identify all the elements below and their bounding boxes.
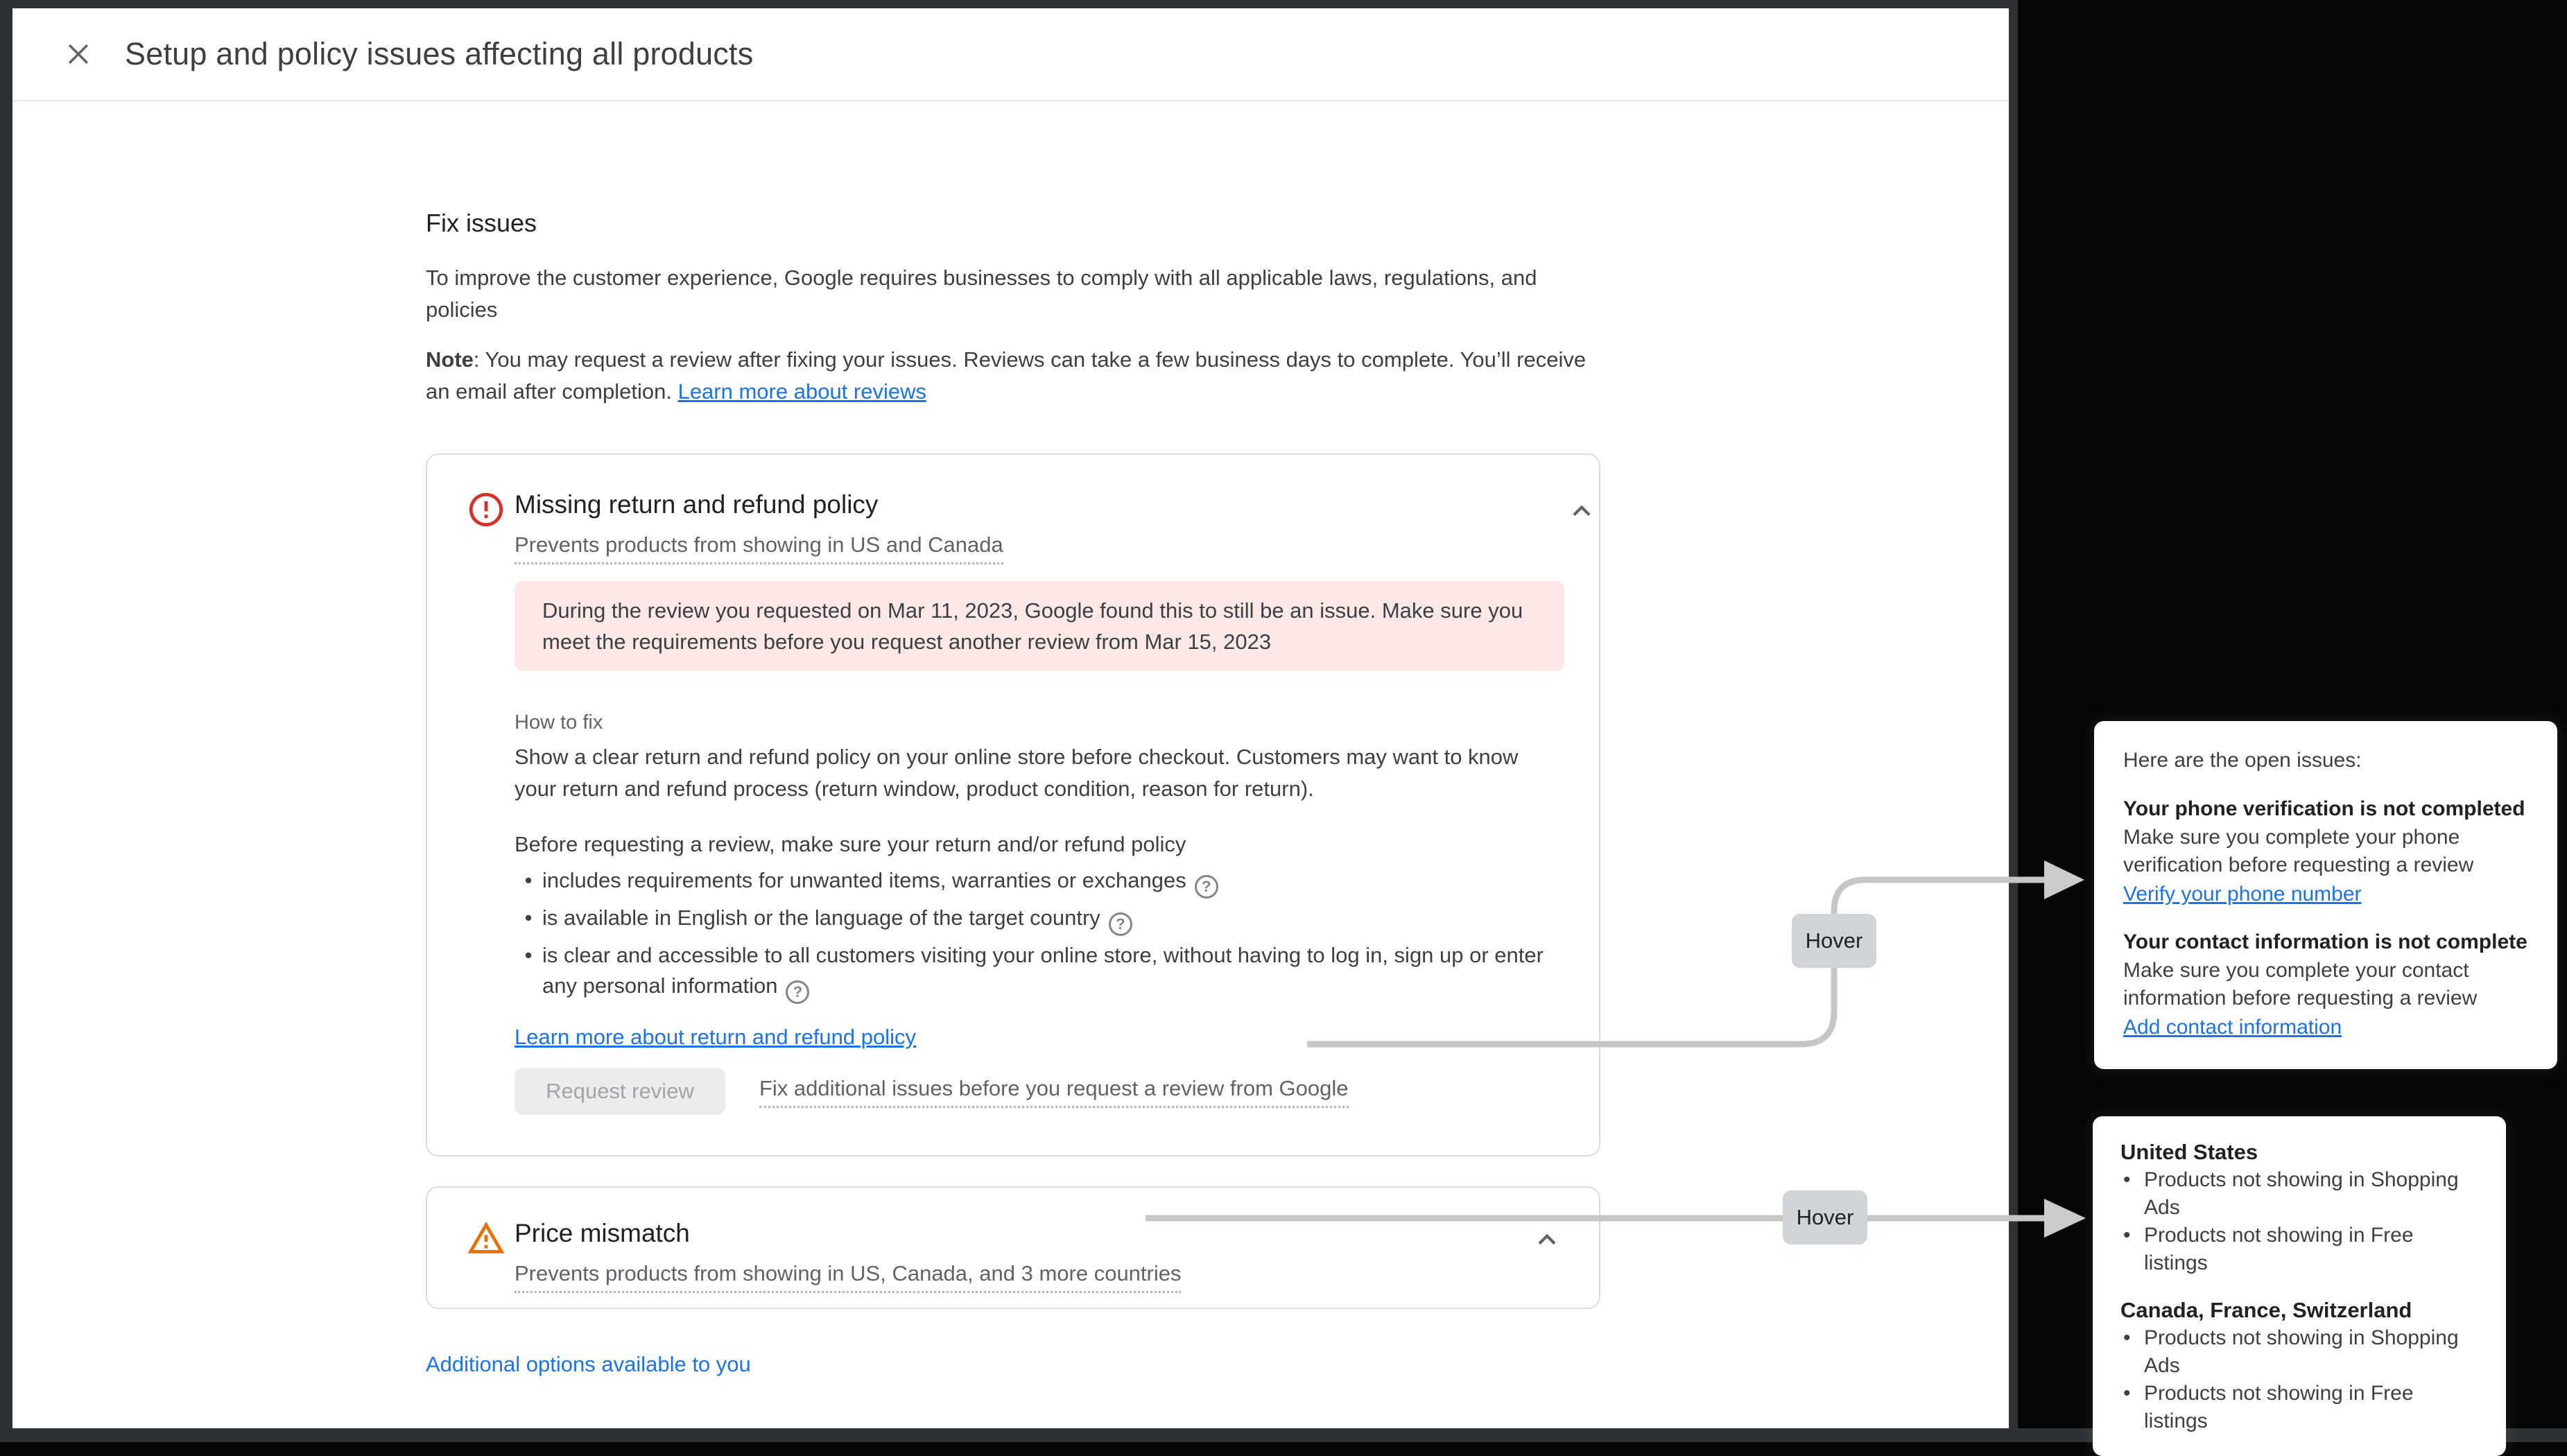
review-failed-alert: During the review you requested on Mar 11, 2023, Google found this to still be an issue. Make sure you meet the requirements before you request another review from Mar 15, 2023 [515, 581, 1564, 671]
issue1-header [466, 488, 1566, 1115]
fix-issues-heading: Fix issues [426, 209, 537, 237]
issue1-title-block [515, 488, 1564, 1115]
countries-tooltip [2093, 1116, 2506, 1456]
list-item: • Products not showing in Shopping Ads [2123, 1168, 2459, 1219]
tooltip1-item2-body: Make sure you complete your contact information before requesting a review [2123, 959, 2478, 1009]
help-icon[interactable]: ? [786, 980, 809, 1004]
note-paragraph [426, 344, 1600, 408]
close-button[interactable] [47, 23, 110, 85]
intro-paragraph: To improve the customer experience, Google requires businesses to comply with all applicable laws, regulations, and policies [426, 266, 1537, 322]
connector-arrowhead-1 [2044, 860, 2084, 899]
help-icon[interactable]: ? [1195, 875, 1218, 899]
checklist-item [515, 865, 1564, 899]
issue-card-return-refund-policy [426, 453, 1600, 1156]
note-label: Note [426, 347, 474, 372]
collapse-issue1-button[interactable] [1564, 492, 1599, 530]
list-item: • Products not showing in Free listings [2123, 1382, 2414, 1432]
add-contact-information-link[interactable]: Add contact information [2123, 1016, 2342, 1039]
checklist-intro: Before requesting a review, make sure your return and/or refund policy [515, 832, 1186, 856]
issue2-header [466, 1217, 1566, 1293]
checklist [515, 865, 1564, 1004]
note-text: : You may request a review after fixing your issues. Reviews can take a few business days to complete. You’ll receive an email after completion. [426, 347, 1587, 404]
list-item: • Products not showing in Free listings [2123, 1224, 2414, 1274]
dialog-title: Setup and policy issues affecting all products [125, 36, 754, 71]
hover-annotation-2: Hover [1783, 1190, 1867, 1245]
close-icon [63, 39, 94, 69]
connector-arrowhead-2 [2044, 1199, 2086, 1238]
chevron-up-icon [1530, 1222, 1564, 1257]
tooltip1-item1-heading: Your phone verification is not completed [2123, 797, 2525, 820]
country-group [2120, 1138, 2478, 1277]
error-icon [466, 489, 506, 530]
issue2-title-block [515, 1217, 1528, 1293]
open-issues-tooltip [2094, 721, 2557, 1069]
dialog-content [12, 208, 1600, 1378]
issue2-title: Price mismatch [515, 1219, 690, 1247]
request-review-button[interactable]: Request review [515, 1068, 725, 1115]
checklist-item [515, 940, 1564, 1004]
request-review-row [515, 1068, 1564, 1115]
issue2-subtitle-hover-target[interactable]: Prevents products from showing in US, Canada, and 3 more countries [515, 1260, 1181, 1293]
learn-more-return-refund-link[interactable]: Learn more about return and refund policy [515, 1025, 917, 1049]
hover-annotation-1: Hover [1792, 914, 1876, 968]
issue-card-price-mismatch [426, 1186, 1600, 1309]
bullet-icon: • [524, 905, 533, 930]
checklist-item [515, 903, 1564, 936]
tooltip1-item2-heading: Your contact information is not complete [2123, 930, 2527, 953]
checklist-item-text: includes requirements for unwanted items, warranties or exchanges ? [542, 865, 1218, 899]
checklist-item-text: is clear and accessible to all customers visiting your online store, without having to log in, sign up or enter any personal information ? [542, 940, 1564, 1004]
country-group [2120, 1297, 2478, 1435]
learn-more-reviews-link[interactable]: Learn more about reviews [677, 379, 926, 404]
setup-policy-dialog [12, 8, 2009, 1428]
additional-options-link[interactable]: Additional options available to you [426, 1352, 751, 1376]
dialog-header [12, 8, 2009, 101]
country-group2-heading: Canada, France, Switzerland [2120, 1298, 2412, 1322]
tooltip1-intro: Here are the open issues: [2123, 749, 2362, 772]
checklist-item-text: is available in English or the language of the target country ? [542, 903, 1132, 936]
bullet-icon: • [524, 943, 533, 967]
fix-additional-issues-hover-target[interactable]: Fix additional issues before you request a review from Google [759, 1075, 1349, 1108]
warning-icon [466, 1218, 506, 1258]
bullet-icon: • [524, 868, 533, 892]
verify-phone-number-link[interactable]: Verify your phone number [2123, 883, 2362, 905]
list-item: • Products not showing in Shopping Ads [2123, 1326, 2459, 1377]
chevron-up-icon [1564, 494, 1599, 528]
country-group1-list [2120, 1166, 2478, 1277]
tooltip1-item1-body: Make sure you complete your phone verification before requesting a review [2123, 826, 2474, 876]
how-to-fix-label: How to fix [515, 711, 603, 734]
collapse-issue2-button[interactable] [1528, 1221, 1566, 1258]
issue1-title: Missing return and refund policy [515, 490, 879, 519]
issue1-subtitle-hover-target[interactable]: Prevents products from showing in US and Canada [515, 531, 1003, 564]
how-to-fix-body: Show a clear return and refund policy on your online store before checkout. Customers may want to know your return and refund process (return window, product condition, reason for return). [515, 745, 1519, 801]
help-icon[interactable]: ? [1109, 912, 1132, 936]
country-group2-list [2120, 1324, 2478, 1435]
country-group1-heading: United States [2120, 1140, 2258, 1164]
